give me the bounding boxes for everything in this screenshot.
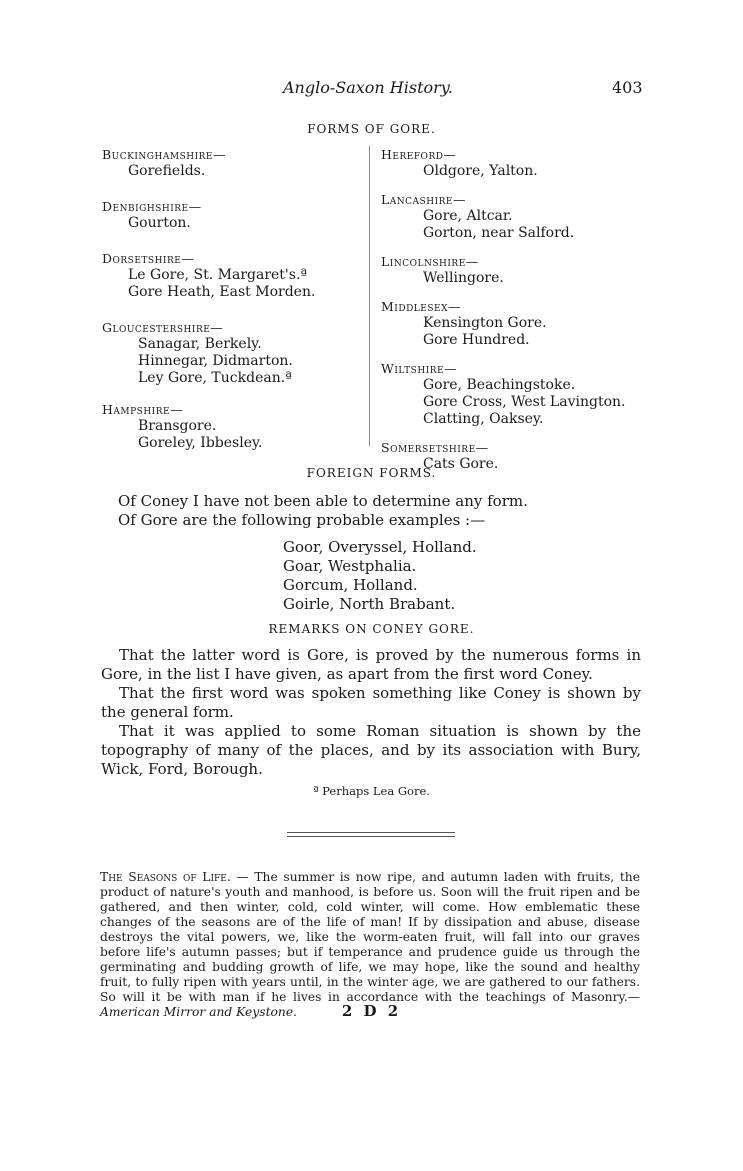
county-group xyxy=(381,253,651,287)
remarks-title: REMARKS ON CONEY GORE. xyxy=(268,622,475,636)
separator-rule xyxy=(287,832,455,833)
place-entry: Hinnegar, Didmarton. xyxy=(138,353,293,369)
county-group xyxy=(102,146,362,180)
foreign-intro-line: Of Gore are the following probable examples :— xyxy=(118,511,486,529)
place-entry: Goreley, Ibbesley. xyxy=(138,435,263,451)
county-name: Gloucestershire— xyxy=(102,320,224,335)
forms-of-gore-title: FORMS OF GORE. xyxy=(307,122,436,136)
county-group xyxy=(381,191,651,242)
footnote: ª Perhaps Lea Gore. xyxy=(313,784,430,798)
place-entry: Gourton. xyxy=(128,215,191,231)
county-group xyxy=(381,360,651,428)
place-entry: Ley Gore, Tuckdean.ª xyxy=(138,370,292,386)
note-source: American Mirror and Keystone. xyxy=(100,1005,298,1019)
county-group xyxy=(381,146,651,180)
county-name: Dorsetshire— xyxy=(102,251,195,266)
place-entry: Gore, Beachingstoke. xyxy=(423,377,576,393)
remarks-paragraph: That it was applied to some Roman situation is shown by the topography of many of the places, and by its association with Bury, Wick, Ford, Borough. xyxy=(101,722,641,778)
place-entry: Gore Hundred. xyxy=(423,332,530,348)
place-entry: Wellingore. xyxy=(423,270,504,286)
county-name: Middlesex— xyxy=(381,299,461,314)
county-name: Denbighshire— xyxy=(102,199,202,214)
list-item: Goor, Overyssel, Holland. xyxy=(283,538,477,556)
list-item: Goar, Westphalia. xyxy=(283,557,417,575)
county-name: Somersetshire— xyxy=(381,440,489,455)
county-name: Hereford— xyxy=(381,147,457,162)
place-entry: Gorefields. xyxy=(128,163,206,179)
county-name: Hampshire— xyxy=(102,402,184,417)
remarks-paragraph: That the latter word is Gore, is proved by the numerous forms in Gore, in the list I have given, as apart from the first word Coney. xyxy=(101,646,641,683)
place-entry: Oldgore, Yalton. xyxy=(423,163,538,179)
county-group xyxy=(102,198,362,232)
remarks-body xyxy=(101,646,641,779)
signature-mark: 2 D 2 xyxy=(341,1002,402,1020)
place-entry: Bransgore. xyxy=(138,418,217,434)
county-name: Lancashire— xyxy=(381,192,466,207)
list-item: Goirle, North Brabant. xyxy=(283,595,456,613)
left-county-column xyxy=(102,146,362,463)
place-entry: Le Gore, St. Margaret's.ª xyxy=(128,267,308,283)
running-head xyxy=(0,78,743,98)
list-item: Gorcum, Holland. xyxy=(283,576,418,594)
county-group xyxy=(381,298,651,349)
place-entry: Gore Cross, West Lavington. xyxy=(423,394,626,410)
foreign-intro-line: Of Coney I have not been able to determine any form. xyxy=(118,492,528,510)
place-entry: Gorton, near Salford. xyxy=(423,225,575,241)
separator-rule xyxy=(287,836,455,837)
place-entry: Gore Heath, East Morden. xyxy=(128,284,316,300)
county-group xyxy=(102,401,362,452)
place-entry: Gore, Altcar. xyxy=(423,208,513,224)
remarks-paragraph: That the first word was spoken something like Coney is shown by the general form. xyxy=(101,684,641,721)
foreign-examples-list xyxy=(283,538,477,614)
page-number: 403 xyxy=(612,78,643,97)
place-entry: Clatting, Oaksey. xyxy=(423,411,544,427)
county-name: Buckinghamshire— xyxy=(102,147,226,162)
right-county-column xyxy=(381,146,651,484)
foreign-intro xyxy=(118,492,658,530)
seasons-note xyxy=(100,870,640,1020)
place-entry: Cats Gore. xyxy=(423,456,499,472)
note-body: — The summer is now ripe, and autumn laden with fruits, the product of nature's youth and manhood, is before us. Soon will the fruit ripen and be gathered, and then winter, cold, cold winter, will come. How emblematic these changes of the seasons are of the life of man! If by dissipation and abuse, disease destroys the vital powers, we, like the worm-eaten fruit, will fall into our graves before life's autumn passes; but if temperance and prudence guide us through the germinating and budding growth of life, we may hope, like the sound and healthy fruit, to fully ripen with years until, in the winter age, we are gathered to our fathers. So will it be with man if he lives in accordance with the teachings of Masonry.— xyxy=(100,870,640,1004)
foreign-forms-title: FOREIGN FORMS. xyxy=(306,466,437,480)
column-divider xyxy=(369,146,370,446)
running-title: Anglo-Saxon History. xyxy=(283,78,453,97)
county-name: Wiltshire— xyxy=(381,361,458,376)
county-group xyxy=(102,319,362,387)
place-entry: Sanagar, Berkely. xyxy=(138,336,262,352)
county-name: Lincolnshire— xyxy=(381,254,479,269)
note-lead: The Seasons of Life. xyxy=(100,870,231,884)
place-entry: Kensington Gore. xyxy=(423,315,547,331)
county-group xyxy=(102,250,362,301)
